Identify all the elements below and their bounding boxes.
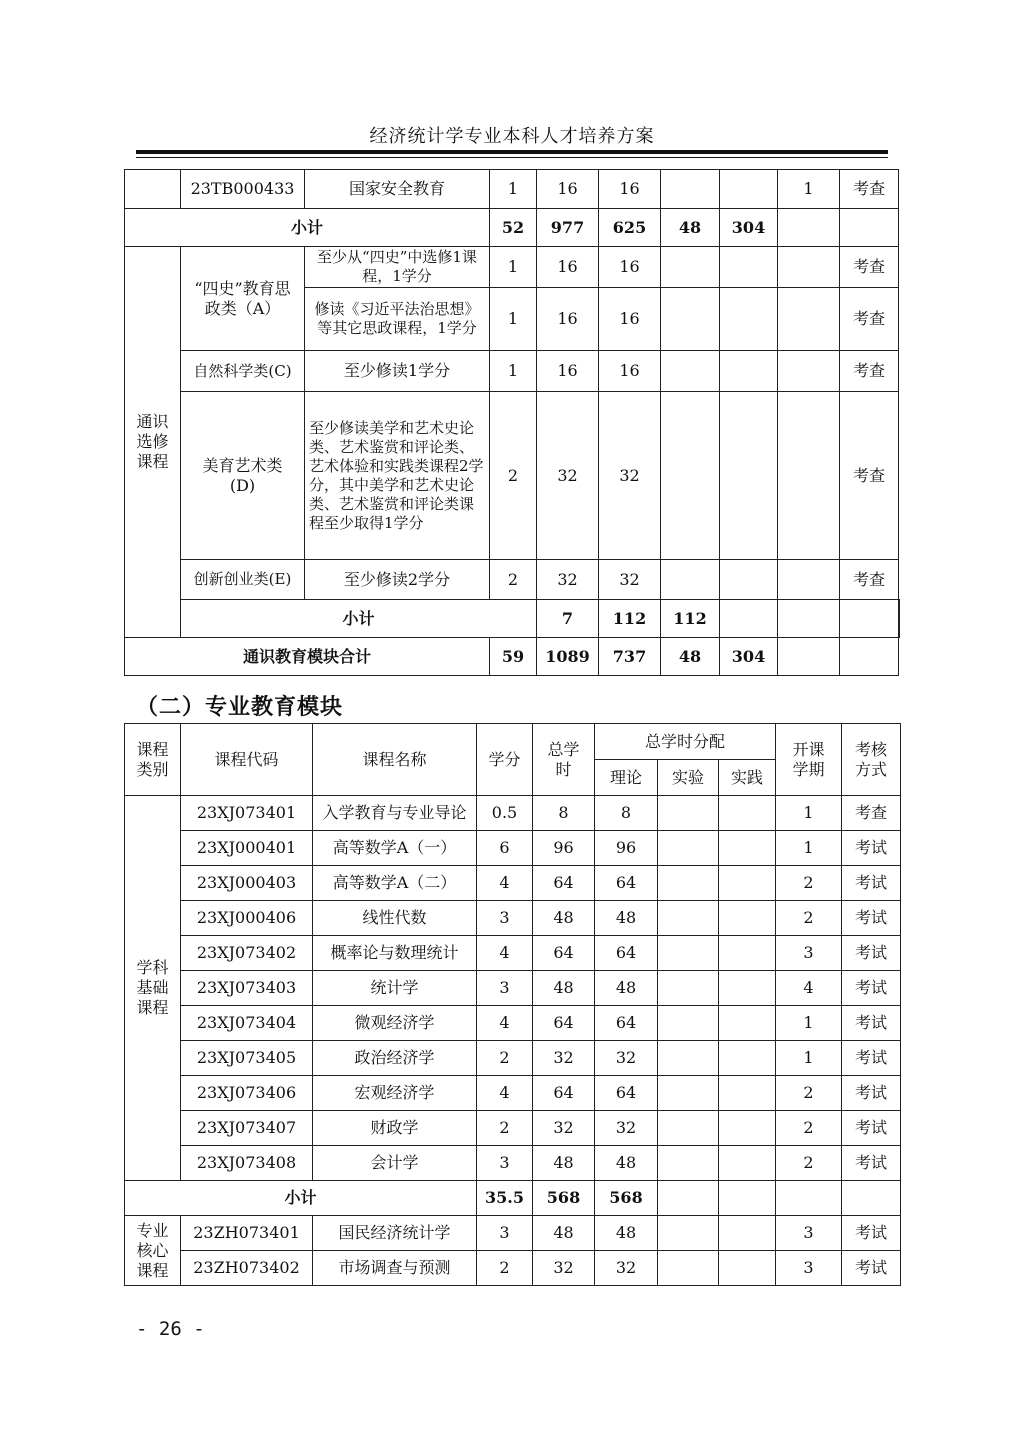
header-exam: 考核方式 — [842, 724, 901, 796]
header-theory: 理论 — [595, 760, 658, 796]
requirement-cell: 至少修读美学和艺术史论类、艺术鉴赏和评论类、艺术体验和实践类课程2学分，其中美学和艺术史论类、艺术鉴赏和评论类课程至少取得1学分 — [305, 392, 490, 560]
credits-cell: 1 — [490, 170, 537, 209]
theory-cell: 32 — [595, 1041, 658, 1076]
course-name-cell: 高等数学A（一） — [313, 831, 477, 866]
term-cell: 2 — [776, 1146, 842, 1181]
table-row — [125, 1146, 901, 1181]
course-name-cell: 会计学 — [313, 1146, 477, 1181]
category-cell: 专业核心课程 — [125, 1216, 181, 1286]
exam-cell: 考查 — [840, 392, 899, 560]
lab-cell — [658, 1041, 719, 1076]
table-row — [125, 560, 900, 600]
theory-cell: 64 — [595, 1076, 658, 1111]
exam-cell: 考查 — [840, 288, 899, 351]
hours-cell: 64 — [533, 866, 595, 901]
term-cell: 1 — [776, 1041, 842, 1076]
course-code-cell: 23XJ073403 — [181, 971, 313, 1006]
table-row — [125, 1006, 901, 1041]
credits-cell: 2 — [477, 1041, 533, 1076]
course-name-cell: 统计学 — [313, 971, 477, 1006]
practice-cell — [719, 831, 776, 866]
credits-cell: 3 — [477, 971, 533, 1006]
credits-cell: 4 — [477, 866, 533, 901]
course-code-cell: 23XJ073405 — [181, 1041, 313, 1076]
category-cell — [125, 170, 181, 209]
exam-cell: 考试 — [842, 1111, 901, 1146]
theory-cell: 8 — [595, 796, 658, 831]
header-row — [125, 724, 901, 760]
header-practice: 实践 — [719, 760, 776, 796]
term-cell: 2 — [776, 866, 842, 901]
course-code-cell: 23XJ000406 — [181, 901, 313, 936]
requirement-cell: 修读《习近平法治思想》等其它思政课程，1学分 — [305, 288, 490, 351]
group-name-cell: 创新创业类(E) — [181, 560, 305, 600]
practice-cell — [719, 1111, 776, 1146]
table-row — [125, 1251, 901, 1286]
section-heading: （二）专业教育模块 — [136, 695, 344, 720]
hours-cell: 64 — [533, 1076, 595, 1111]
subtotal-credits: 7 — [537, 600, 599, 638]
lab-cell — [658, 1251, 719, 1286]
header-code: 课程代码 — [181, 724, 313, 796]
course-code-cell: 23XJ000401 — [181, 831, 313, 866]
theory-cell: 16 — [599, 351, 661, 392]
total-practice: 304 — [720, 638, 778, 676]
hours-cell: 32 — [533, 1041, 595, 1076]
header-name: 课程名称 — [313, 724, 477, 796]
lab-cell — [658, 901, 719, 936]
credits-cell: 3 — [477, 901, 533, 936]
subtotal-row — [125, 209, 900, 247]
credits-cell: 4 — [477, 1076, 533, 1111]
subtotal-row — [125, 1181, 901, 1216]
practice-cell — [719, 796, 776, 831]
credits-cell: 0.5 — [477, 796, 533, 831]
credits-cell: 4 — [477, 1006, 533, 1041]
header-term: 开课学期 — [776, 724, 842, 796]
hours-cell: 48 — [533, 971, 595, 1006]
term-cell: 2 — [776, 1076, 842, 1111]
credits-cell: 3 — [477, 1146, 533, 1181]
exam-cell: 考试 — [842, 1076, 901, 1111]
requirement-cell: 至少修读1学分 — [305, 351, 490, 392]
term-cell: 1 — [776, 1006, 842, 1041]
header-distribution: 总学时分配 — [595, 724, 776, 760]
hours-cell: 64 — [533, 936, 595, 971]
credits-cell: 2 — [490, 560, 537, 600]
course-code-cell: 23ZH073402 — [181, 1251, 313, 1286]
practice-cell — [719, 936, 776, 971]
hours-cell: 32 — [533, 1111, 595, 1146]
exam-cell: 考试 — [842, 936, 901, 971]
practice-cell — [720, 170, 778, 209]
hours-cell: 48 — [533, 901, 595, 936]
lab-cell — [658, 1111, 719, 1146]
page-number: - 26 - — [136, 1318, 205, 1340]
course-name-cell: 微观经济学 — [313, 1006, 477, 1041]
requirement-cell: 至少修读2学分 — [305, 560, 490, 600]
course-code-cell: 23XJ073401 — [181, 796, 313, 831]
theory-cell: 64 — [595, 1006, 658, 1041]
hours-cell: 16 — [537, 351, 599, 392]
theory-cell: 96 — [595, 831, 658, 866]
credits-cell: 6 — [477, 831, 533, 866]
theory-cell: 48 — [595, 971, 658, 1006]
total-theory: 737 — [599, 638, 661, 676]
requirement-cell: 至少从“四史”中选修1课程，1学分 — [305, 247, 490, 288]
total-lab: 48 — [661, 638, 720, 676]
subtotal-label: 小计 — [181, 600, 537, 638]
subtotal-hours: 568 — [533, 1181, 595, 1216]
total-row — [125, 638, 900, 676]
hours-cell: 48 — [533, 1216, 595, 1251]
subtotal-practice: 304 — [720, 209, 778, 247]
group-name-cell: 美育艺术类(D) — [181, 392, 305, 560]
theory-cell: 48 — [595, 1216, 658, 1251]
foundation-course-rows — [125, 796, 901, 1181]
course-name-cell: 高等数学A（二） — [313, 866, 477, 901]
course-name-cell: 财政学 — [313, 1111, 477, 1146]
theory-cell: 48 — [595, 901, 658, 936]
table-row — [125, 1041, 901, 1076]
table-row — [125, 351, 900, 392]
subtotal-row — [125, 600, 900, 638]
course-code-cell: 23XJ000403 — [181, 866, 313, 901]
practice-cell — [719, 866, 776, 901]
theory-cell: 32 — [599, 392, 661, 560]
practice-cell — [719, 1006, 776, 1041]
theory-cell: 48 — [595, 1146, 658, 1181]
term-cell: 4 — [776, 971, 842, 1006]
theory-cell: 32 — [595, 1111, 658, 1146]
lab-cell — [658, 796, 719, 831]
credits-cell: 1 — [490, 288, 537, 351]
header-category: 课程类别 — [125, 724, 181, 796]
subtotal-credits: 52 — [490, 209, 537, 247]
header-rule-thin — [136, 157, 888, 158]
subtotal-label: 小计 — [125, 209, 490, 247]
hours-cell: 32 — [533, 1251, 595, 1286]
table-row — [125, 866, 901, 901]
lab-cell — [658, 866, 719, 901]
exam-cell: 考查 — [840, 170, 899, 209]
total-label: 通识教育模块合计 — [125, 638, 490, 676]
practice-cell — [719, 1146, 776, 1181]
theory-cell: 32 — [599, 560, 661, 600]
subtotal-credits: 35.5 — [477, 1181, 533, 1216]
total-credits: 59 — [490, 638, 537, 676]
exam-cell: 考试 — [842, 971, 901, 1006]
exam-cell: 考试 — [842, 1216, 901, 1251]
course-name-cell: 国家安全教育 — [305, 170, 490, 209]
lab-cell — [661, 170, 720, 209]
hours-cell: 16 — [537, 170, 599, 209]
exam-cell: 考查 — [840, 247, 899, 288]
page-header-title: 经济统计学专业本科人才培养方案 — [369, 126, 655, 147]
table-row — [125, 936, 901, 971]
term-cell: 3 — [776, 1251, 842, 1286]
category-cell: 通识选修课程 — [125, 247, 181, 638]
exam-cell: 考试 — [842, 1006, 901, 1041]
exam-cell: 考试 — [842, 1146, 901, 1181]
term-cell: 1 — [778, 170, 840, 209]
lab-cell — [658, 1146, 719, 1181]
exam-cell: 考查 — [840, 351, 899, 392]
course-code-cell: 23TB000433 — [181, 170, 305, 209]
group-name-cell: “四史”教育思政类（A） — [181, 247, 305, 351]
subtotal-lab: 48 — [661, 209, 720, 247]
course-name-cell: 政治经济学 — [313, 1041, 477, 1076]
table-row — [125, 247, 900, 288]
table-row — [125, 170, 900, 209]
table-row — [125, 971, 901, 1006]
course-code-cell: 23XJ073404 — [181, 1006, 313, 1041]
course-name-cell: 国民经济统计学 — [313, 1216, 477, 1251]
exam-cell: 考试 — [842, 866, 901, 901]
course-name-cell: 入学教育与专业导论 — [313, 796, 477, 831]
subtotal-theory: 625 — [599, 209, 661, 247]
core-course-rows — [125, 1216, 901, 1286]
table-row — [125, 901, 901, 936]
practice-cell — [719, 901, 776, 936]
table-row — [125, 1216, 901, 1251]
table-row — [125, 392, 900, 560]
practice-cell — [719, 1216, 776, 1251]
exam-cell: 考查 — [842, 796, 901, 831]
hours-cell: 32 — [537, 560, 599, 600]
header-hours: 总学时 — [533, 724, 595, 796]
hours-cell: 96 — [533, 831, 595, 866]
practice-cell — [719, 1041, 776, 1076]
subtotal-theory: 568 — [595, 1181, 658, 1216]
table-row — [125, 796, 901, 831]
exam-cell: 考试 — [842, 1041, 901, 1076]
course-name-cell: 线性代数 — [313, 901, 477, 936]
exam-cell: 考试 — [842, 831, 901, 866]
hours-cell: 64 — [533, 1006, 595, 1041]
theory-cell: 16 — [599, 288, 661, 351]
table-row — [125, 1111, 901, 1146]
exam-cell: 考查 — [840, 560, 899, 600]
lab-cell — [658, 1076, 719, 1111]
theory-cell: 16 — [599, 247, 661, 288]
term-cell: 1 — [776, 796, 842, 831]
professional-education-table — [124, 723, 901, 1286]
subtotal-theory: 112 — [661, 600, 720, 638]
term-cell: 2 — [776, 1111, 842, 1146]
subtotal-hours: 112 — [599, 600, 661, 638]
exam-cell: 考试 — [842, 1251, 901, 1286]
exam-cell: 考试 — [842, 901, 901, 936]
subtotal-label: 小计 — [125, 1181, 477, 1216]
practice-cell — [719, 1076, 776, 1111]
table-row — [125, 831, 901, 866]
theory-cell: 64 — [595, 866, 658, 901]
group-name-cell: 自然科学类(C) — [181, 351, 305, 392]
practice-cell — [719, 971, 776, 1006]
hours-cell: 8 — [533, 796, 595, 831]
term-cell: 1 — [776, 831, 842, 866]
subtotal-hours: 977 — [537, 209, 599, 247]
course-code-cell: 23XJ073407 — [181, 1111, 313, 1146]
term-cell: 2 — [776, 901, 842, 936]
lab-cell — [658, 831, 719, 866]
term-cell: 3 — [776, 936, 842, 971]
category-cell: 学科基础课程 — [125, 796, 181, 1181]
practice-cell — [719, 1251, 776, 1286]
credits-cell: 3 — [477, 1216, 533, 1251]
course-code-cell: 23XJ073402 — [181, 936, 313, 971]
general-education-table — [124, 169, 900, 676]
lab-cell — [658, 1216, 719, 1251]
credits-cell: 2 — [490, 392, 537, 560]
table-row — [125, 1076, 901, 1111]
course-name-cell: 市场调查与预测 — [313, 1251, 477, 1286]
hours-cell: 48 — [533, 1146, 595, 1181]
hours-cell: 16 — [537, 247, 599, 288]
theory-cell: 64 — [595, 936, 658, 971]
course-name-cell: 宏观经济学 — [313, 1076, 477, 1111]
theory-cell: 32 — [595, 1251, 658, 1286]
header-rule-thick — [136, 150, 888, 154]
credits-cell: 1 — [490, 247, 537, 288]
lab-cell — [658, 971, 719, 1006]
course-name-cell: 概率论与数理统计 — [313, 936, 477, 971]
credits-cell: 2 — [477, 1111, 533, 1146]
lab-cell — [658, 936, 719, 971]
lab-cell — [658, 1006, 719, 1041]
credits-cell: 4 — [477, 936, 533, 971]
header-lab: 实验 — [658, 760, 719, 796]
credits-cell: 1 — [490, 351, 537, 392]
theory-cell: 16 — [599, 170, 661, 209]
course-code-cell: 23XJ073406 — [181, 1076, 313, 1111]
course-code-cell: 23ZH073401 — [181, 1216, 313, 1251]
term-cell: 3 — [776, 1216, 842, 1251]
total-hours: 1089 — [537, 638, 599, 676]
credits-cell: 2 — [477, 1251, 533, 1286]
hours-cell: 16 — [537, 288, 599, 351]
course-code-cell: 23XJ073408 — [181, 1146, 313, 1181]
hours-cell: 32 — [537, 392, 599, 560]
header-credits: 学分 — [477, 724, 533, 796]
